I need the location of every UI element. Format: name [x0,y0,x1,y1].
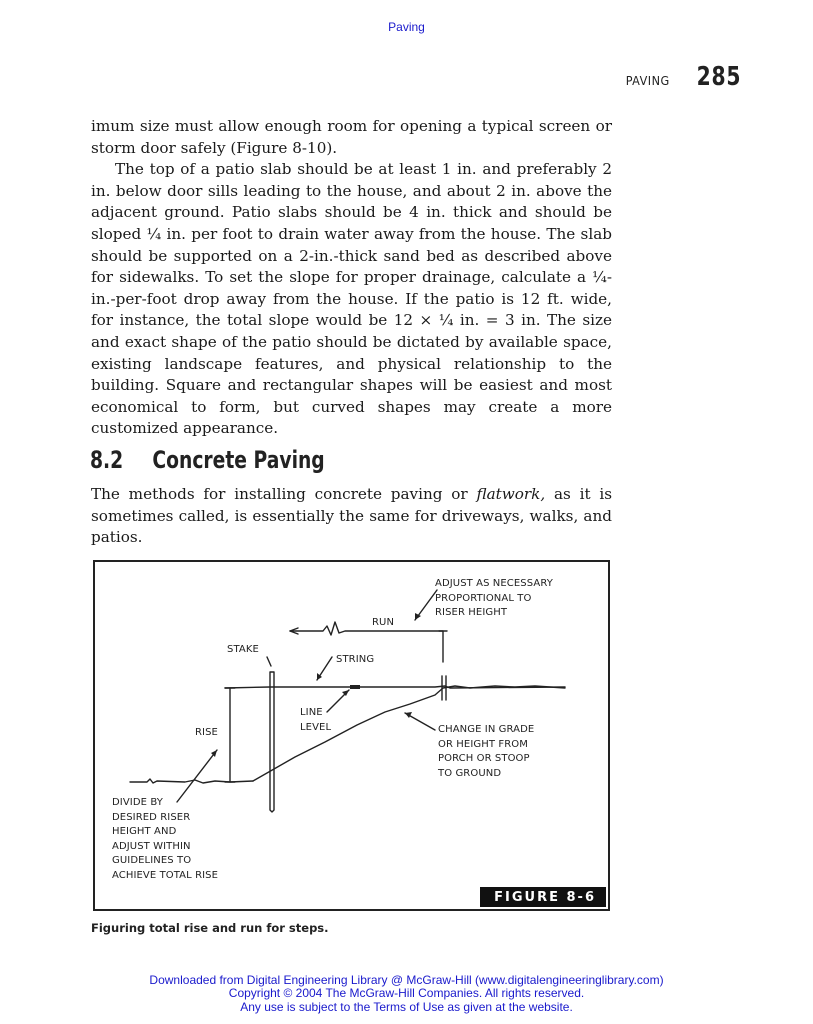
annotation-change-line1: CHANGE IN GRADE [438,724,535,735]
running-head-section: PAVING [625,73,670,88]
annotation-change-line3: PORCH OR STOOP [438,753,530,765]
annotation-adjust-line3: RISER HEIGHT [435,607,508,619]
paragraph-text-italic: flatwork, [476,485,546,503]
section-number: 8.2 [90,446,124,474]
annotation-divide [112,796,218,884]
annotation-line-level [300,706,331,735]
rise-dimension [225,688,235,782]
annotation-adjust-line2: PROPORTIONAL TO [435,592,532,604]
top-header-link[interactable]: Paving [388,20,425,34]
annotation-divide-line6: ACHIEVE TOTAL RISE [112,869,219,881]
paragraph-patio-slab: The top of a patio slab should be at least 1 in. and preferably 2 in. below door sills leading to the house, and about 2 in. above the adjacent ground. Patio slabs should be 4 in. thick and should be sloped ¼ in. per foot to drain water away from the house. The slab should be supported on a 2-in.-thick sand bed as described above for sidewalks. To set the slope for proper drainage, calculate a ¼-in.-per-foot drop away from the house. If the patio is 12 ft. wide, for instance, the total slope would be 12 × ¼ in. = 3 in. The size and exact shape of the patio should be dictated by available space, existing landscape features, and physical relationship to the building. Square and rectangular shapes will be easiest and most economical to form, but curved shapes may create a more customized appearance. [91,160,612,438]
annotation-divide-line1: DIVIDE BY [112,797,163,808]
footer [0,974,813,1014]
leader-divide [177,750,217,802]
annotation-adjust [435,577,553,621]
annotation-change-line2: OR HEIGHT FROM [438,738,528,750]
annotation-change-line4: TO GROUND [438,767,502,779]
figure-8-6 [93,560,610,911]
paragraph-continuation: imum size must allow enough room for opening a typical screen or storm door safely (Figure 8-10). [91,117,612,157]
annotation-string: STRING [336,654,375,665]
figure-label: FIGURE 8-6 [480,887,606,907]
footer-line3: Any use is subject to the Terms of Use as given at the website. [240,999,573,1014]
section-heading [90,446,325,474]
paragraph-text-part2: as it is sometimes called, is essentially the same for driveways, walks, and patios. [91,485,612,547]
annotation-line-level-2: LEVEL [300,721,332,733]
annotation-line-level-1: LINE [300,707,323,718]
paragraph-concrete-paving [91,484,612,549]
annotation-divide-line2: DESIRED RISER [112,811,191,823]
annotation-divide-line5: GUIDELINES TO [112,855,192,867]
annotation-divide-line4: ADJUST WITHIN [112,840,191,852]
body-text-bottom [91,484,612,549]
footer-line2: Copyright © 2004 The McGraw-Hill Companies. All rights reserved. [228,986,585,1001]
figure-caption: Figuring total rise and run for steps. [91,921,329,935]
line-level [350,685,360,689]
running-head [626,62,741,92]
leader-stake [267,657,271,666]
section-title: Concrete Paving [152,446,325,474]
stake-left [270,672,274,812]
annotation-adjust-line1: ADJUST AS NECESSARY [435,578,553,589]
page-number: 285 [696,62,741,92]
body-text-top [91,116,612,440]
annotation-change [438,723,534,781]
annotation-divide-line3: HEIGHT AND [112,826,177,838]
annotation-run: RUN [372,617,395,628]
footer-line1[interactable]: Downloaded from Digital Engineering Library @ McGraw-Hill (www.digitalengineeringlibrary.com) [149,973,664,987]
annotation-rise: RISE [195,727,218,738]
paragraph-text-part1: The methods for installing concrete paving or [91,485,477,503]
annotation-stake: STAKE [227,644,259,655]
